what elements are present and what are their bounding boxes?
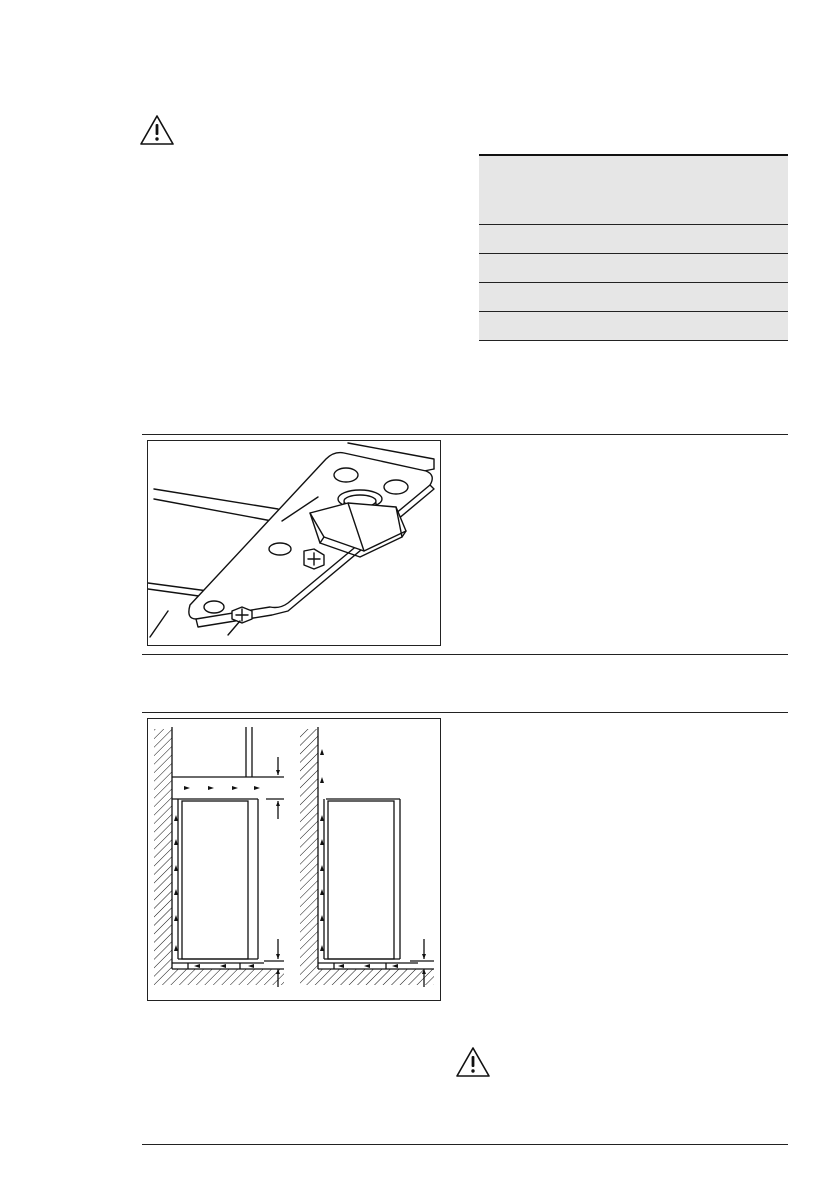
warning-triangle-icon <box>139 114 175 146</box>
section-divider <box>142 654 788 655</box>
footer-rule <box>142 1144 788 1145</box>
table-row <box>479 282 788 311</box>
table-row <box>479 311 788 340</box>
ventilation-clearance-figure <box>147 718 441 1001</box>
table-header <box>479 156 788 224</box>
front-leg-adjustment-figure <box>147 440 441 646</box>
warning-triangle-icon <box>455 1046 491 1078</box>
ventilation-airflow-illustration <box>148 719 440 1000</box>
section-divider <box>142 712 788 713</box>
table-row <box>479 224 788 253</box>
adjustable-foot-illustration <box>148 441 440 645</box>
table-row <box>479 253 788 282</box>
table-bottom-rule <box>479 340 788 341</box>
section-divider <box>142 434 788 435</box>
spec-table <box>479 154 788 341</box>
